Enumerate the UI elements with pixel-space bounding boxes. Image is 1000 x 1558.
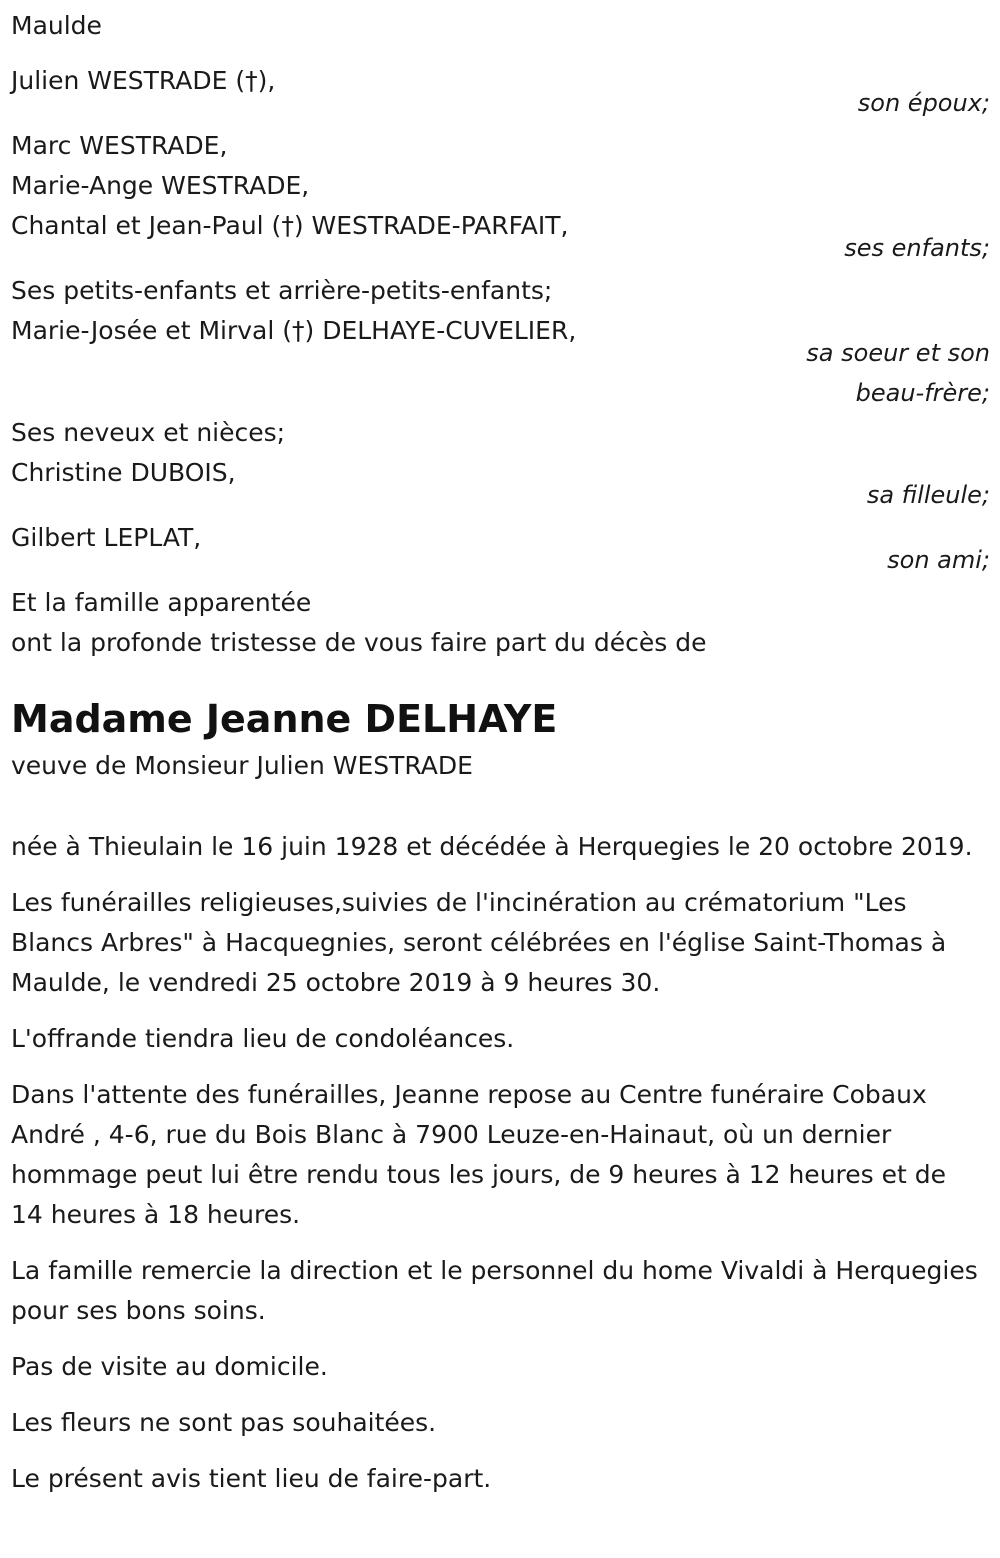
family-group-spouse [11,61,990,123]
obituary-notice [0,6,1000,1558]
closing-line: ont la profonde tristesse de vous faire part du décès de [11,628,707,657]
family-line: Marie-Josée et Mirval (†) DELHAYE-CUVELIER, [11,316,577,345]
paragraph-notice: Le présent avis tient lieu de faire-part. [11,1464,492,1493]
relation-label: son ami; [887,546,990,574]
family-group-goddaughter [11,413,990,515]
paragraph-birth-death: née à Thieulain le 16 juin 1928 et décédée à Herquegies le 20 octobre 2019. [11,832,973,861]
relation-label: sa filleule; [866,481,990,509]
paragraph-funeral: Les funérailles religieuses,suivies de l'incinération au crématorium "Les Blancs Arbres" à Hacquegnies, seront célébrées en l'église Saint-Thomas à Maulde, le vendredi 25 octobre 2019 à 9 heures 30. [11,888,947,997]
deceased-subtitle: veuve de Monsieur Julien WESTRADE [11,751,473,780]
family-group-friend [11,518,990,580]
paragraph-offering: L'offrande tiendra lieu de condoléances. [11,1024,515,1053]
family-line: Marie-Ange WESTRADE, [11,171,310,200]
deceased-name: Madame Jeanne DELHAYE [11,697,558,741]
paragraph-no-flowers: Les fleurs ne sont pas souhaitées. [11,1408,437,1437]
paragraph-thanks: La famille remercie la direction et le personnel du home Vivaldi à Herquegies pour ses bons soins. [11,1256,978,1325]
family-line: Ses petits-enfants et arrière-petits-enfants; [11,276,553,305]
notice-body [11,827,990,1499]
paragraph-no-visit: Pas de visite au domicile. [11,1352,328,1381]
family-line: Marc WESTRADE, [11,131,228,160]
closing-block [11,583,990,663]
relation-label: sa soeur et son [806,339,990,367]
closing-line: Et la famille apparentée [11,588,312,617]
family-line: Ses neveux et nièces; [11,418,286,447]
family-line: Christine DUBOIS, [11,458,236,487]
family-group-sister [11,271,990,413]
location: Maulde [11,11,102,40]
paragraph-repose: Dans l'attente des funérailles, Jeanne repose au Centre funéraire Cobaux André , 4-6, rue du Bois Blanc à 7900 Leuze-en-Hainaut, où un dernier hommage peut lui être rendu tous les jours, de 9 heures à 12 heures et de 14 heures à 18 heures. [11,1080,946,1229]
relation-label: beau-frère; [855,379,990,407]
relation-label: son époux; [857,89,990,117]
relation-label: ses enfants; [844,234,990,262]
family-line: Gilbert LEPLAT, [11,523,202,552]
family-line: Julien WESTRADE (†), [11,66,276,95]
family-line: Chantal et Jean-Paul (†) WESTRADE-PARFAIT, [11,211,569,240]
family-group-children [11,126,990,268]
